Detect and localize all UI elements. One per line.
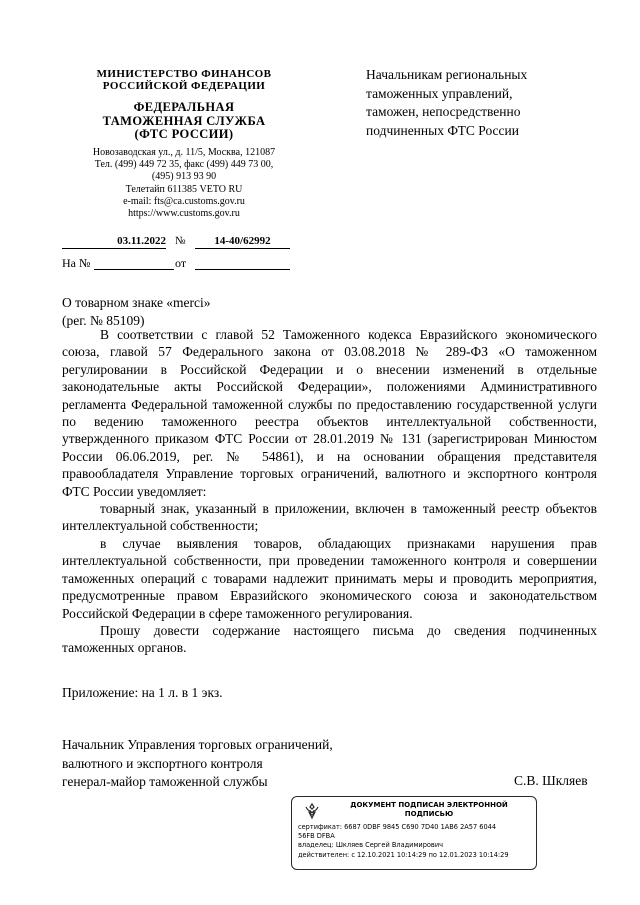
reference-date-blank — [195, 269, 290, 270]
letter-body — [62, 326, 597, 657]
signatory-name: С.В. Шкляев — [514, 773, 588, 788]
body-paragraph: в случае выявления товаров, обладающих признаками нарушения прав интеллектуальной собственности, при проведении таможенного контроля и совершении таможенных операций с товарами надлежит принимать меры и проводить мероприятия, предусмотренные правом Евразийского экономического союза и законодательством Российской Федерации в сфере таможенного регулирования. — [62, 535, 597, 621]
service-line: ТАМОЖЕННАЯ СЛУЖБА — [102, 113, 266, 128]
number-sign: № — [175, 235, 186, 247]
eagle-emblem-icon — [302, 801, 322, 821]
body-paragraph: В соответствии с главой 52 Таможенного кодекса Евразийского экономического союза, главой 57 Федерального закона от 03.08.2018 № 289-ФЗ «О таможенном регулировании в Российской Федерации и о внесении изменений в отдельные законодательные акты Российской Федерации», положениями Административного регламента Федеральной таможенной службы по предоставлению государственной услуги по ведению таможенного реестра объектов интеллектуальной собственности, утвержденного приказом ФТС России от 28.01.2019 № 131 (зарегистрирован Минюстом России 06.06.2019, рег. № 54861), и на основании обращения представителя правообладателя Управление торговых ограничений, валютного и экспортного контроля ФТС России уведомляет: — [62, 327, 597, 499]
registration-line — [62, 229, 292, 251]
position-line: генерал-майор таможенной службы — [62, 774, 268, 789]
contact-teletype: Телетайп 611385 VETO RU — [125, 183, 243, 195]
registration-date: 03.11.2022 — [117, 235, 166, 247]
ministry-line: МИНИСТЕРСТВО ФИНАНСОВ — [96, 68, 272, 80]
stamp-owner: владелец: Шкляев Сергей Владимирович — [298, 841, 444, 850]
stamp-details — [298, 823, 532, 860]
addressee — [366, 66, 606, 140]
body-paragraph: Прошу довести содержание настоящего письма до сведения подчиненных таможенных органов. — [62, 622, 597, 656]
registration-number: 14-40/62992 — [214, 235, 271, 247]
ministry-line: РОССИЙСКОЙ ФЕДЕРАЦИИ — [102, 80, 266, 92]
body-paragraph: товарный знак, указанный в приложении, включен в таможенный реестр объектов интеллектуальной собственности; — [62, 501, 597, 534]
reference-label: На № — [62, 256, 91, 270]
letterhead-ministry — [58, 68, 310, 92]
contact-email: e-mail: fts@ca.customs.gov.ru — [123, 195, 245, 207]
stamp-certificate-cont: 56FB DFBA — [298, 832, 335, 841]
addressee-line: таможен, непосредственно — [366, 104, 521, 119]
stamp-title — [330, 801, 528, 819]
subject-line: (рег. № 85109) — [62, 313, 145, 328]
position-line: валютного и экспортного контроля — [62, 755, 263, 771]
contact-address: Новозаводская ул., д. 11/5, Москва, 121087 — [92, 147, 276, 158]
subject-line: О товарном знаке «merci» — [62, 295, 211, 310]
letterhead-service — [58, 101, 310, 142]
stamp-title-line: ДОКУМЕНТ ПОДПИСАН ЭЛЕКТРОННОЙ — [350, 801, 508, 809]
e-signature-stamp — [291, 796, 537, 870]
reference-line — [62, 254, 292, 274]
signatory-position — [62, 736, 333, 792]
addressee-line: Начальникам региональных — [366, 67, 528, 82]
service-line: ФЕДЕРАЛЬНАЯ — [133, 100, 235, 114]
addressee-line: подчиненных ФТС России — [366, 122, 519, 138]
number-underline — [195, 248, 290, 249]
reference-number-blank — [94, 269, 174, 270]
contact-phone-2: (495) 913 93 90 — [151, 171, 217, 183]
contact-website: https://www.customs.gov.ru — [128, 208, 240, 220]
stamp-title-line: ПОДПИСЬЮ — [404, 810, 454, 818]
attachment-note: Приложение: на 1 л. в 1 экз. — [62, 685, 223, 700]
addressee-line: таможенных управлений, — [366, 85, 513, 101]
position-line: Начальник Управления торговых ограничений, — [62, 737, 333, 752]
reference-from-label: от — [175, 256, 187, 270]
letterhead-contacts — [58, 147, 310, 220]
service-line: (ФТС РОССИИ) — [134, 127, 234, 141]
stamp-certificate: сертификат: 6687 0DBF 9845 C690 7D40 1AB6 2A57 6044 — [298, 823, 497, 831]
letter-subject — [62, 294, 211, 330]
contact-phone: Тел. (499) 449 72 35, факс (499) 449 73 00, — [94, 159, 274, 171]
stamp-validity: действителен: с 12.10.2021 10:14:29 по 12.01.2023 10:14:29 — [298, 850, 509, 859]
date-underline — [62, 248, 166, 249]
